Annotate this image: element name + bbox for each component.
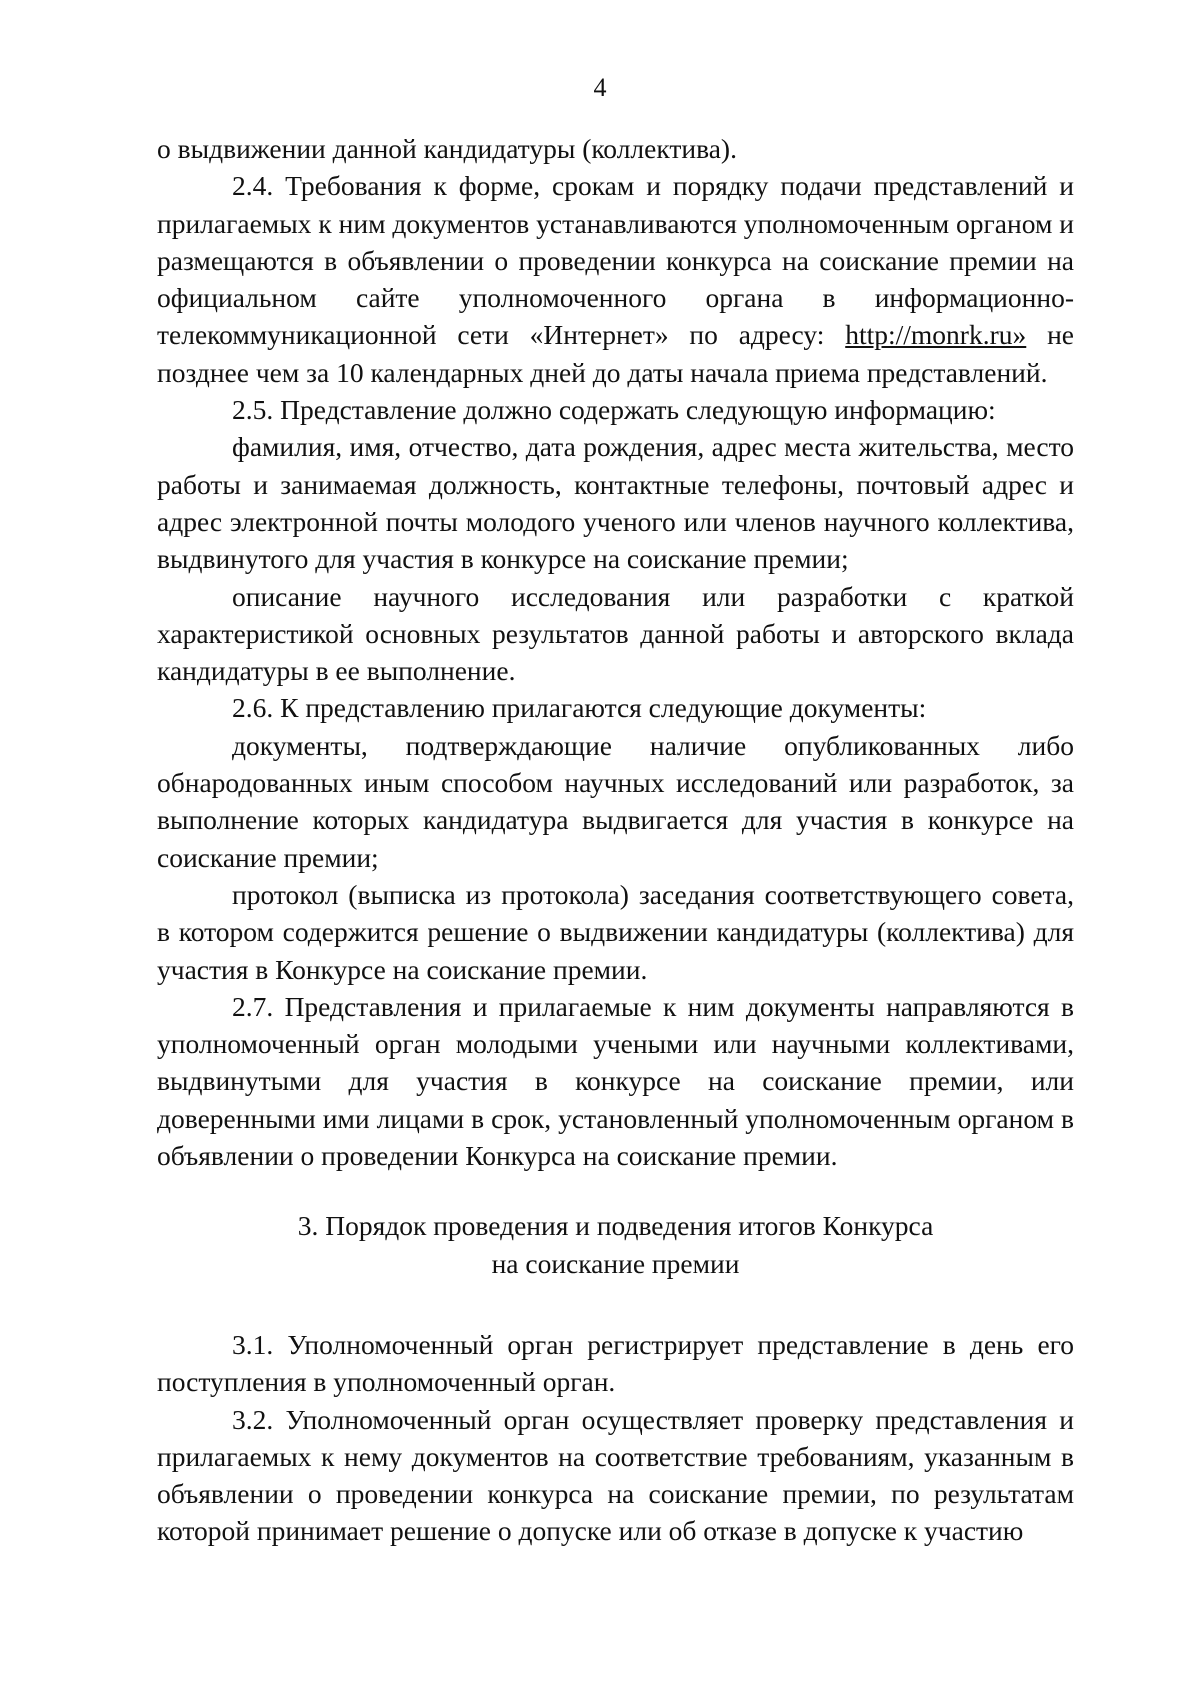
section-heading-line1: 3. Порядок проведения и подведения итогов Конкурса [297, 1210, 934, 1242]
document-body [157, 130, 1074, 1550]
section-heading-line2: на соискание премии [491, 1247, 740, 1279]
paragraph-docs-list-2: протокол (выписка из протокола) заседания соответствующего совета, в котором содержится решение о выдвижении кандидатуры (коллектива) для участия в Конкурсе на соискание премии. [157, 878, 1074, 985]
paragraph-3-2: 3.2. Уполномоченный орган осуществляет проверку представления и прилагаемых к нему документов на соответствие требованиям, указанным в объявлении о проведении конкурса на соискание премии, по результатам которой принимает решение о допуске или об отказе в допуске к участию [157, 1403, 1074, 1547]
paragraph-2-7: 2.7. Представления и прилагаемые к ним документы направляются в уполномоченный орган молодыми учеными или научными коллективами, выдвинутыми для участия в конкурсе на соискание премии, или доверенными ими лицами в срок, установленный уполномоченным органом в объявлении о проведении Конкурса на соискание премии. [157, 990, 1074, 1172]
section-heading [157, 1207, 1074, 1282]
paragraph-info-list-1: фамилия, имя, отчество, дата рождения, адрес места жительства, место работы и занимаемая должность, контактные телефоны, почтовый адрес и адрес электронной почты молодого ученого или членов научного коллектива, выдвинутого для участия в конкурсе на соискание премии; [157, 431, 1074, 575]
paragraph-2-6: 2.6. К представлению прилагаются следующие документы: [232, 692, 927, 724]
paragraph-docs-list-1: документы, подтверждающие наличие опубликованных либо обнародованных иным способом научных исследований или разработок, за выполнение которых кандидатура выдвигается для участия в конкурсе на соискание премии; [157, 729, 1074, 873]
page-number: 4 [593, 73, 607, 102]
paragraph-2-4 [157, 167, 1074, 391]
paragraph-3-1: 3.1. Уполномоченный орган регистрирует представление в день его поступления в уполномоченный орган. [157, 1328, 1074, 1398]
paragraph-2-4-text: 2.4. Требования к форме, срокам и порядку подачи представлений и прилагаемых к ним документов устанавливаются уполномоченным органом и размещаются в объявлении о проведении конкурса на соискание премии на официальном сайте уполномоченного органа в информационно-телекоммуникационной сети «Интернет» по адресу: [157, 170, 1074, 351]
paragraph-2-5: 2.5. Представление должно содержать следующую информацию: [232, 394, 996, 426]
paragraph-2-4-tail: не позднее чем за 10 календарных дней до даты начала приема представлений. [157, 319, 1074, 388]
paragraph-info-list-2: описание научного исследования или разработки с краткой характеристикой основных результатов данной работы и авторского вклада кандидатуры в ее выполнение. [157, 580, 1074, 687]
site-link[interactable]: http://monrk.ru» [845, 319, 1027, 351]
paragraph-continuation: о выдвижении данной кандидатуры (коллектива). [157, 133, 737, 164]
